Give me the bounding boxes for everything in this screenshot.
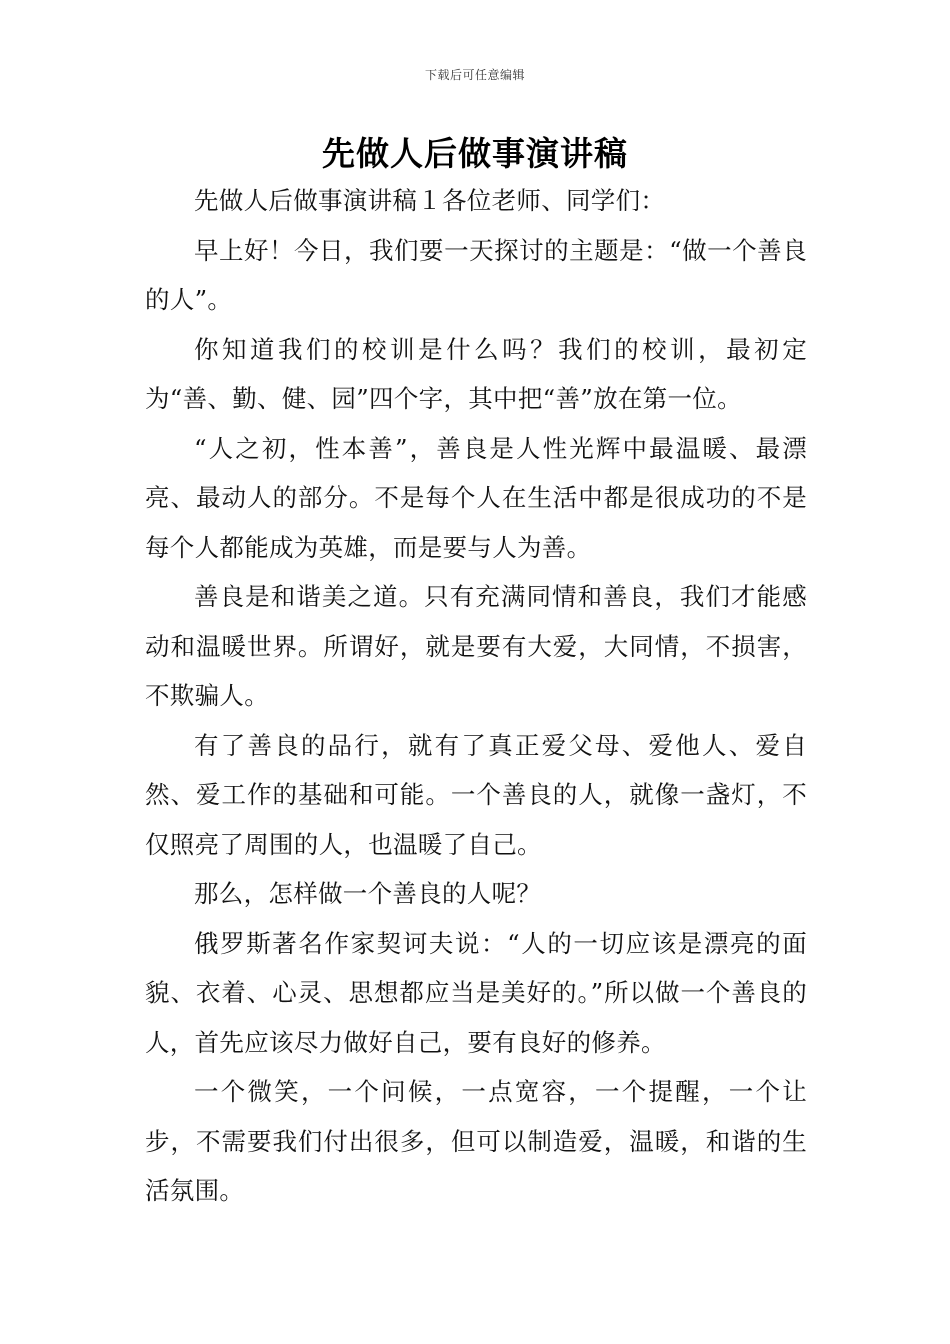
paragraph-topic: 早上好！今日，我们要一天探讨的主题是：“做一个善良的人”。 bbox=[145, 235, 807, 314]
paragraph-school-motto: 你知道我们的校训是什么吗？我们的校训，最初定为“善、勤、健、园”四个字，其中把“善”放在第一位。 bbox=[145, 334, 807, 413]
paragraph-greeting: 先做人后做事演讲稿１各位老师、同学们： bbox=[194, 186, 666, 215]
document-title: 先做人后做事演讲稿 bbox=[322, 134, 628, 173]
paragraph-chekhov-quote: 俄罗斯著名作家契诃夫说：“人的一切应该是漂亮的面貌、衣着、心灵、思想都应当是美好的。”所以做一个善良的人，首先应该尽力做好自己，要有良好的修养。 bbox=[145, 928, 807, 1057]
paragraph-human-nature: “人之初，性本善”，善良是人性光辉中最温暖、最漂亮、最动人的部分。不是每个人在生活中都是很成功的不是每个人都能成为英雄，而是要与人为善。 bbox=[145, 433, 807, 562]
paragraph-virtue: 有了善良的品行，就有了真正爱父母、爱他人、爱自然、爱工作的基础和可能。一个善良的人，就像一盏灯，不仅照亮了周围的人，也温暖了自己。 bbox=[145, 730, 807, 859]
header-note: 下载后可任意编辑 bbox=[424, 68, 525, 82]
paragraph-harmony: 善良是和谐美之道。只有充满同情和善良，我们才能感动和温暖世界。所谓好，就是要有大爱，大同情，不损害，不欺骗人。 bbox=[145, 582, 807, 710]
paragraph-small-acts: 一个微笑，一个问候，一点宽容，一个提醒，一个让步，不需要我们付出很多，但可以制造爱，温暖，和谐的生活氛围。 bbox=[145, 1077, 807, 1205]
paragraph-question: 那么，怎样做一个善良的人呢？ bbox=[194, 879, 542, 908]
document-body bbox=[145, 176, 807, 1216]
